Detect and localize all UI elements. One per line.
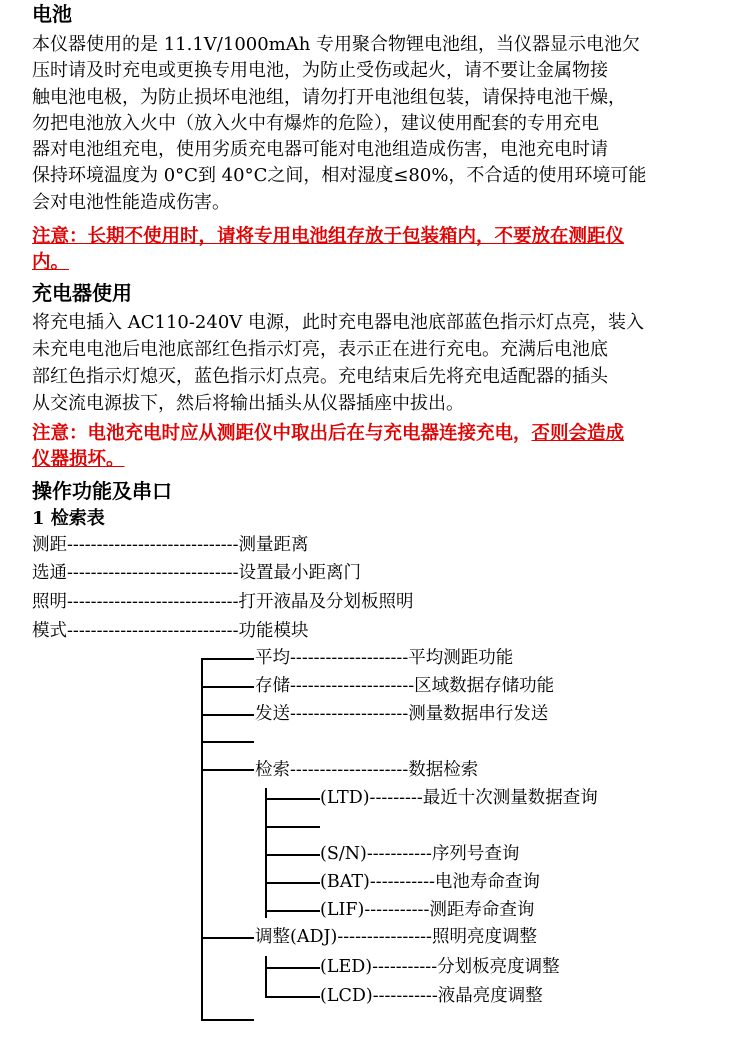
- tree-branch: [265, 798, 320, 800]
- charger-warning-line2: 仪器损坏。: [32, 449, 125, 470]
- mode-row-send: 发送--------------------测量数据串行发送: [255, 704, 549, 724]
- tree-trunk-search: [265, 788, 267, 918]
- tree-branch: [265, 882, 320, 884]
- battery-line: 勿把电池放入火中（放入火中有爆炸的危险），建议使用配套的专用充电: [32, 113, 599, 134]
- charger-line: 将充电插入 AC110-240V 电源，此时充电器电池底部蓝色指示灯点亮，装入: [32, 312, 645, 333]
- charger-warning-underlined: 否则会造成: [531, 423, 625, 444]
- tree-branch: [265, 910, 320, 912]
- battery-warning: [32, 224, 624, 250]
- battery-warning-line1: 注意：长期不使用时，请将专用电池组存放于包装箱内，不要放在测距仪: [32, 226, 625, 247]
- battery-line: 触电池电极，为防止损坏电池组，请勿打开电池组包装，请保持电池干燥，: [32, 87, 626, 108]
- search-row-lif: (LIF)-----------测距寿命查询: [320, 900, 535, 920]
- operation-heading: 操作功能及串口: [32, 479, 172, 503]
- tree-trunk-adjust: [265, 956, 267, 997]
- charger-warning: [32, 421, 624, 447]
- battery-line: 器对电池组充电，使用劣质充电器可能对电池组造成伤害，电池充电时请: [32, 139, 608, 160]
- tree-branch: [201, 1019, 254, 1021]
- tree-branch: [265, 826, 320, 828]
- charger-heading: 充电器使用: [32, 281, 132, 305]
- tree-branch: [265, 854, 320, 856]
- tree-trunk-mode: [201, 658, 203, 1020]
- tree-branch: [201, 769, 254, 771]
- battery-line: 保持环境温度为 0°C到 40°C之间，相对湿度≤80%，不合适的使用环境可能: [32, 165, 647, 186]
- tree-branch: [201, 714, 254, 716]
- battery-line: 本仪器使用的是 11.1V/1000mAh 专用聚合物锂电池组，当仪器显示电池欠: [32, 34, 641, 55]
- battery-heading: 电池: [32, 2, 72, 26]
- index-row-ranging: 测距-----------------------------测量距离: [32, 535, 309, 555]
- index-row-gating: 选通-----------------------------设置最小距离门: [32, 563, 361, 583]
- charger-line: 部红色指示灯熄灭，蓝色指示灯点亮。充电结束后先将充电适配器的插头: [32, 366, 608, 387]
- tree-branch: [201, 937, 254, 939]
- charger-line: 从交流电源拔下，然后将输出插头从仪器插座中拔出。: [32, 393, 464, 414]
- index-row-lighting: 照明-----------------------------打开液晶及分划板照明: [32, 592, 414, 612]
- battery-warning-line2: 内。: [32, 252, 70, 273]
- charger-line: 未充电电池后电池底部红色指示灯亮，表示正在进行充电。充满后电池底: [32, 339, 608, 360]
- index-title: 1 检索表: [32, 508, 105, 529]
- battery-warning-cont: [32, 250, 69, 276]
- battery-line: 会对电池性能造成伤害。: [32, 192, 230, 213]
- search-row-bat: (BAT)-----------电池寿命查询: [320, 872, 540, 892]
- adjust-row-lcd: (LCD)-----------液晶亮度调整: [320, 986, 543, 1006]
- battery-line: 压时请及时充电或更换专用电池，为防止受伤或起火，请不要让金属物接: [32, 60, 608, 81]
- mode-row-search: 检索--------------------数据检索: [255, 760, 479, 780]
- tree-branch: [265, 996, 320, 998]
- adjust-row-led: (LED)-----------分划板亮度调整: [320, 957, 560, 977]
- search-row-sn: (S/N)-----------序列号查询: [320, 844, 520, 864]
- mode-row-adjust: 调整(ADJ)----------------照明亮度调整: [255, 927, 537, 947]
- charger-warning-cont: [32, 447, 125, 473]
- mode-row-storage: 存储---------------------区域数据存储功能: [255, 676, 555, 696]
- tree-branch: [265, 967, 320, 969]
- tree-branch: [201, 658, 254, 660]
- mode-row-average: 平均--------------------平均测距功能: [255, 648, 514, 668]
- charger-warning-text: 注意：电池充电时应从测距仪中取出后在与充电器连接充电，: [32, 423, 532, 444]
- tree-branch: [201, 741, 254, 743]
- index-row-mode: 模式-----------------------------功能模块: [32, 621, 309, 641]
- search-row-ltd: (LTD)---------最近十次测量数据查询: [320, 788, 598, 808]
- tree-branch: [201, 686, 254, 688]
